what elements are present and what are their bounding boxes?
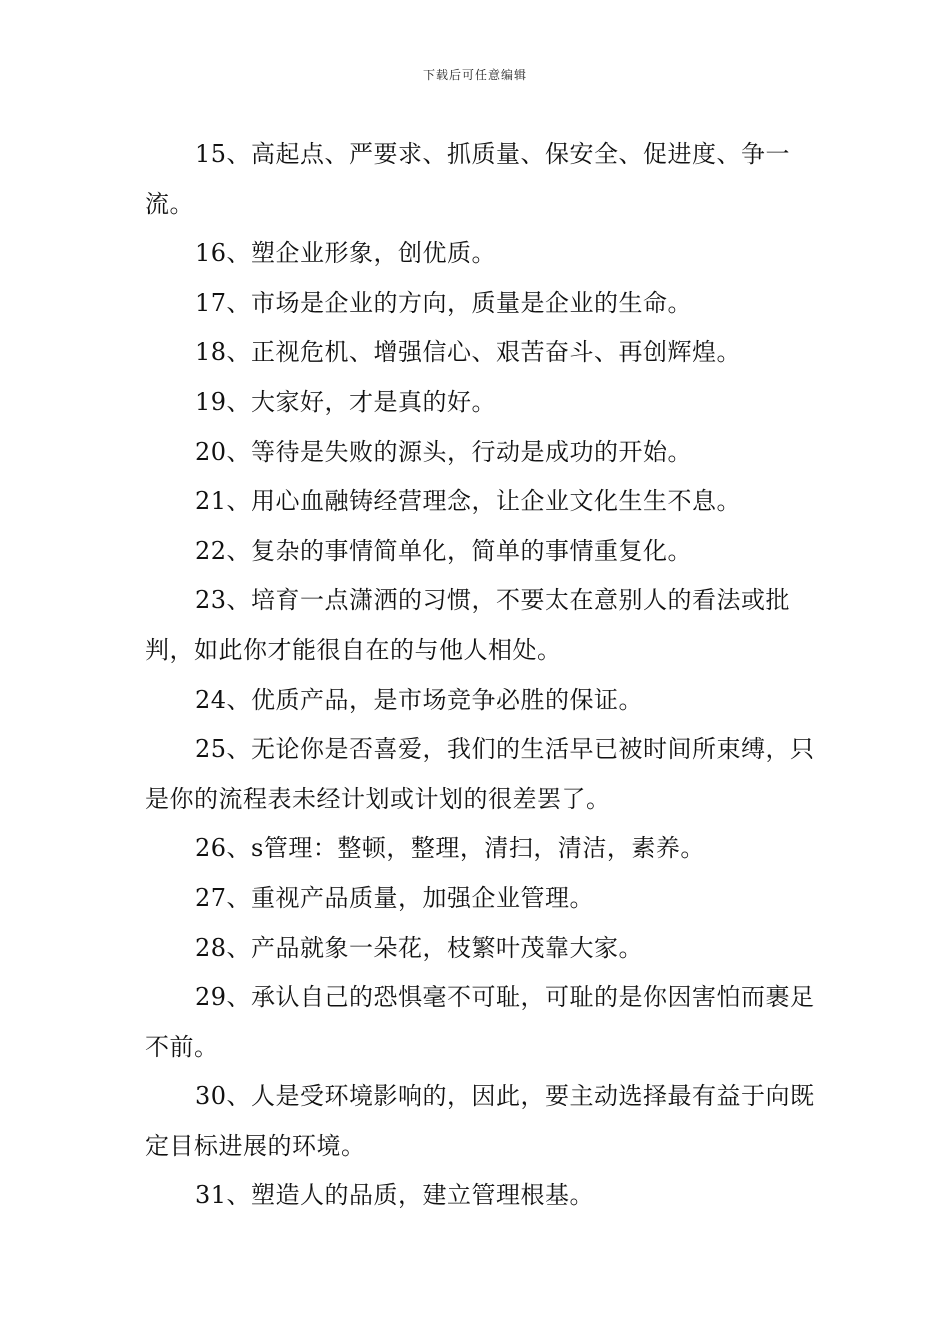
- paragraph-26: 26、s管理：整顿，整理，清扫，清洁，素养。: [195, 834, 705, 863]
- paragraph-28: 28、产品就象一朵花，枝繁叶茂靠大家。: [195, 933, 644, 962]
- paragraph-22: 22、复杂的事情简单化，简单的事情重复化。: [195, 536, 693, 565]
- paragraph-29: 29、承认自己的恐惧毫不可耻，可耻的是你因害怕而裹足不前。: [145, 983, 815, 1061]
- paragraph-15: 15、高起点、严要求、抓质量、保安全、促进度、争一流。: [145, 140, 791, 218]
- paragraph-31: 31、塑造人的品质，建立管理根基。: [195, 1181, 595, 1210]
- document-body: [145, 130, 815, 1221]
- paragraph-30: 30、人是受环境影响的，因此，要主动选择最有益于向既定目标进展的环境。: [145, 1082, 815, 1160]
- paragraph-24: 24、优质产品，是市场竞争必胜的保证。: [195, 685, 644, 714]
- paragraph-17: 17、市场是企业的方向，质量是企业的生命。: [195, 288, 693, 317]
- paragraph-23: 23、培育一点潇洒的习惯，不要太在意别人的看法或批判，如此你才能很自在的与他人相处。: [145, 586, 791, 664]
- paragraph-16: 16、塑企业形象，创优质。: [195, 239, 497, 268]
- paragraph-20: 20、等待是失败的源头，行动是成功的开始。: [195, 437, 693, 466]
- paragraph-27: 27、重视产品质量，加强企业管理。: [195, 883, 595, 912]
- paragraph-18: 18、正视危机、增强信心、艰苦奋斗、再创辉煌。: [195, 338, 742, 367]
- paragraph-21: 21、用心血融铸经营理念，让企业文化生生不息。: [195, 487, 742, 516]
- page-header: 下载后可任意编辑: [422, 68, 527, 82]
- paragraph-19: 19、大家好，才是真的好。: [195, 387, 497, 416]
- paragraph-25: 25、无论你是否喜爱，我们的生活早已被时间所束缚，只是你的流程表未经计划或计划的很差罢了。: [145, 735, 815, 813]
